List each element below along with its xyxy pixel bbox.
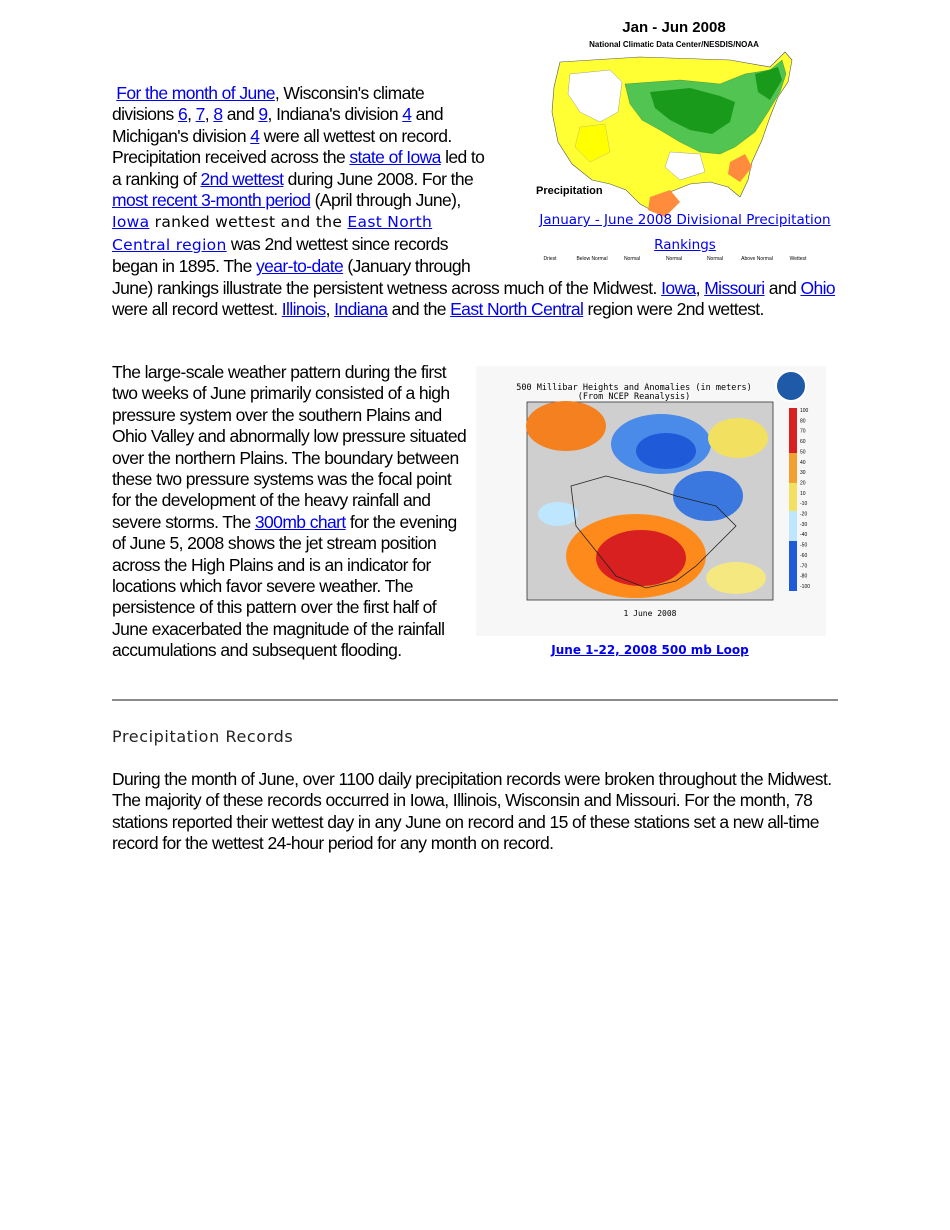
scale-label: 70 <box>800 428 806 435</box>
link-east-north-central[interactable]: East North Central region <box>112 213 433 254</box>
light-blue-area <box>538 502 578 526</box>
map-source: National Climatic Data Center/NESDIS/NOAA <box>589 40 759 49</box>
link-missouri[interactable]: Missouri <box>704 277 765 298</box>
link-300mb-chart[interactable]: 300mb chart <box>254 511 346 532</box>
blue-anomaly-east <box>673 471 743 521</box>
text: , <box>187 104 196 125</box>
precip-map-caption-link[interactable]: January - June 2008 Divisional Precipitation Rankings <box>539 212 831 253</box>
link-indiana-division-4[interactable]: 4 <box>402 104 412 125</box>
text: were all record wettest. <box>112 299 282 320</box>
text: ranked wettest and the <box>149 213 348 232</box>
map-label: Precipitation <box>536 185 603 197</box>
yellow-area-south <box>706 562 766 594</box>
legend-above-normal: Above Normal <box>741 256 773 262</box>
link-division-7[interactable]: 7 <box>195 104 205 125</box>
text: were all wettest on record. Precipitation received across the <box>112 125 452 168</box>
link-indiana[interactable]: Indiana <box>334 299 388 320</box>
scale-label: -40 <box>800 532 808 539</box>
scale-label: -20 <box>800 511 808 518</box>
text: and the <box>387 299 451 320</box>
legend-below-normal: Below Normal <box>576 256 608 262</box>
link-2nd-wettest[interactable]: 2nd wettest <box>200 168 284 189</box>
paragraph-weather-pattern <box>112 362 467 662</box>
noaa-logo-icon <box>776 371 806 401</box>
horizontal-rule <box>112 699 838 701</box>
legend-normal-3: Normal <box>706 256 724 262</box>
text: The large-scale weather pattern during the first two weeks of June primarily consisted of a high pressure system over the southern Plains and Ohio Valley and abnormally low pressure situated over the northern Plains. The boundary between these two pressure systems was the focal point for the development of the heavy rainfall and severe storms. The <box>112 362 467 532</box>
map-title: Jan - Jun 2008 <box>622 19 726 36</box>
link-3-month-period[interactable]: most recent 3-month period <box>112 190 311 211</box>
scale-label: -60 <box>800 552 808 559</box>
500mb-loop-caption[interactable] <box>540 643 760 657</box>
yellow-area <box>708 418 768 458</box>
blue-anomaly-core <box>636 433 696 469</box>
500mb-loop-link[interactable]: June 1-22, 2008 500 mb Loop <box>551 643 749 657</box>
text: , Wisconsin's climate divisions <box>112 83 425 125</box>
text: region were 2nd wettest. <box>583 299 764 320</box>
scale-label: 10 <box>800 490 806 497</box>
scale-label: 60 <box>800 439 806 446</box>
link-division-6[interactable]: 6 <box>177 104 188 125</box>
link-iowa[interactable]: Iowa <box>112 213 150 232</box>
link-year-to-date[interactable]: year-to-date <box>255 256 344 277</box>
text: (April through June), <box>310 190 461 211</box>
link-illinois[interactable]: Illinois <box>281 299 326 320</box>
legend-normal-2: Normal <box>665 256 683 262</box>
paragraph-precip-records: During the month of June, over 1100 daily precipitation records were broken throughout the Midwest. The majority of these records occurred in Iowa, Illinois, Wisconsin and Missouri. For the month, 78 stations reported their wettest day in any June on record and 15 of these stations set a new all-time record for the wettest 24-hour period for any month on record. <box>112 769 832 854</box>
scale-label: -100 <box>800 584 811 590</box>
text: (January through June) rankings illustrate the persistent wetness across much of the Midwest. <box>112 256 662 298</box>
link-state-of-iowa[interactable]: state of Iowa <box>349 147 441 168</box>
red-anomaly-nw <box>526 401 606 451</box>
image-float <box>487 83 842 273</box>
legend-driest: Driest <box>543 256 557 262</box>
scale-label: 30 <box>800 470 806 477</box>
500mb-heights-map[interactable] <box>476 366 826 636</box>
scale-label: 100 <box>800 408 809 414</box>
scale-label: -80 <box>800 573 808 580</box>
text: led to a ranking of <box>112 147 485 189</box>
text: , <box>695 277 705 298</box>
text: and <box>764 277 801 298</box>
heights-map-title: 500 Millibar Heights and Anomalies (in meters) <box>516 383 752 393</box>
scale-label: -50 <box>800 542 808 549</box>
link-east-north-central-2[interactable]: East North Central <box>450 299 584 320</box>
heights-map-subtitle: (From NCEP Reanalysis) <box>577 392 691 402</box>
text: , <box>325 299 335 320</box>
link-michigan-division-4[interactable]: 4 <box>250 125 260 146</box>
link-division-8[interactable]: 8 <box>213 104 223 125</box>
heights-map-date: 1 June 2008 <box>623 609 677 618</box>
link-month-of-june[interactable]: For the month of June <box>116 83 275 103</box>
legend-normal-1: Normal <box>623 256 641 262</box>
scale-label: -70 <box>800 563 808 570</box>
text: , <box>204 104 214 125</box>
section-title: Precipitation Records <box>112 727 294 746</box>
red-anomaly-core <box>596 530 686 586</box>
text: and Michigan's division <box>112 104 444 146</box>
scale-label: 80 <box>800 418 806 425</box>
scale-label: 50 <box>800 449 806 456</box>
link-ohio[interactable]: Ohio <box>800 277 836 298</box>
text: was 2nd wettest since records began in 1895. The <box>112 233 448 277</box>
scale-label: -10 <box>800 501 808 508</box>
text: and <box>222 104 259 125</box>
link-division-9[interactable]: 9 <box>258 104 268 125</box>
scale-label: 40 <box>800 459 806 466</box>
paragraph-june-wetness <box>112 83 842 320</box>
link-iowa-2[interactable]: Iowa <box>661 277 696 298</box>
text: for the evening of June 5, 2008 shows the jet stream position across the High Plains and is an indicator for locations which favor severe weather. The persistence of this pattern over the first half of June exacerbated the magnitude of the rainfall accumulations and subsequent flooding. <box>112 511 457 661</box>
text: , Indiana's division <box>267 104 403 125</box>
scale-label: 20 <box>800 480 806 487</box>
scale-label: -30 <box>800 521 808 528</box>
anomaly-color-scale <box>789 408 797 591</box>
text: during June 2008. For the <box>283 168 474 189</box>
legend-wettest: Wettest <box>789 256 807 262</box>
